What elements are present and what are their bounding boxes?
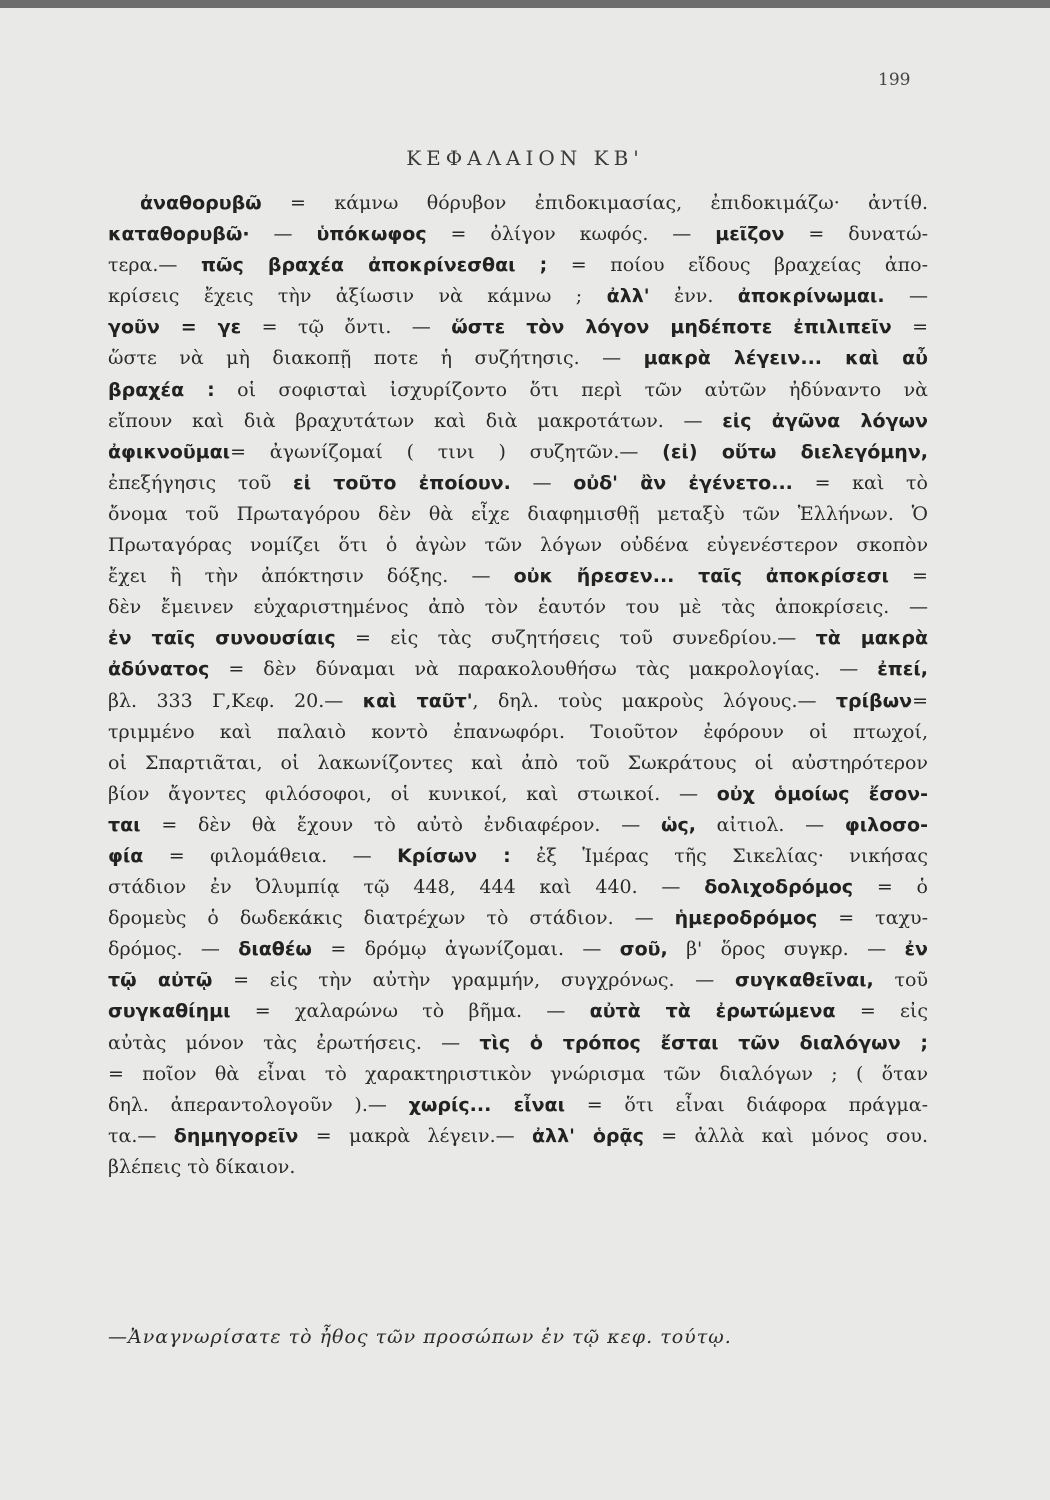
- headword: ἀδύνατος: [108, 658, 210, 681]
- gloss-text: = δὲν δύναμαι νὰ παρακολουθήσω τὰς μακρολογίας. —: [209, 658, 878, 681]
- text-line: [108, 437, 928, 468]
- gloss-text: = φιλομάθεια. —: [143, 844, 398, 867]
- headword: ὥστε τὸν λόγον μηδέποτε ἐπιλιπεῖν: [451, 316, 892, 339]
- headword: τὰ μακρὰ: [815, 627, 928, 650]
- gloss-text: = ταχυ-: [817, 907, 929, 930]
- text-line: [108, 530, 928, 561]
- headword: τῷ αὐτῷ: [108, 969, 213, 992]
- text-line: [108, 779, 928, 810]
- gloss-text: βίον ἄγοντες φιλόσοφοι, οἱ κυνικοί, καὶ στωικοί. —: [108, 782, 717, 805]
- text-line: [108, 499, 928, 530]
- headword: χωρίς... εἶναι: [408, 1093, 565, 1116]
- headword: εἰς ἀγῶνα λόγων: [722, 409, 928, 432]
- gloss-text: τερα.—: [108, 254, 201, 277]
- text-line: [108, 810, 928, 841]
- headword: ὑπόκωφος: [316, 223, 427, 246]
- gloss-text: κρίσεις ἔχεις τὴν ἀξίωσιν νὰ κάμνω ;: [108, 285, 607, 308]
- gloss-text: = χαλαρώνω τὸ βῆμα. —: [230, 1000, 590, 1023]
- headword: δολιχοδρόμος: [704, 876, 854, 899]
- gloss-text: =: [888, 565, 928, 588]
- gloss-text: δὲν ἔμεινεν εὐχαριστημένος ἀπὸ τὸν ἑαυτόν του μὲ τὰς ἀποκρίσεις. —: [108, 596, 928, 619]
- gloss-text: = ὀλίγον κωφός. —: [426, 223, 716, 246]
- gloss-text: ἐνν.: [649, 285, 738, 308]
- gloss-text: = καὶ τὸ: [792, 471, 928, 494]
- text-line: [108, 592, 928, 623]
- headword: φία: [108, 844, 144, 867]
- gloss-text: = τῷ ὄντι. —: [241, 316, 452, 339]
- gloss-text: ἐξ Ἱμέρας τῆς Σικελίας· νικήσας: [510, 844, 929, 867]
- text-line: [108, 375, 928, 406]
- headword: ὡς,: [660, 813, 696, 836]
- headword: ἐπεί,: [877, 658, 928, 681]
- headword: (εἰ) οὕτω διελεγόμην,: [662, 440, 928, 463]
- text-line: [108, 468, 928, 499]
- text-line: [108, 312, 928, 343]
- text-line: [108, 281, 928, 312]
- chapter-title: ΚΕΦΑΛΑΙΟΝ ΚΒ': [406, 146, 644, 170]
- headword: συγκαθίημι: [108, 1000, 231, 1023]
- text-line: [108, 872, 928, 903]
- headword: καταθορυβῶ·: [108, 223, 250, 246]
- headword: ἀφικνοῦμαι: [108, 440, 231, 463]
- gloss-text: = μακρὰ λέγειν.—: [298, 1124, 532, 1147]
- gloss-text: = ὁ: [853, 876, 928, 899]
- gloss-text: δηλ. ἀπεραντολογοῦν ).—: [108, 1093, 409, 1116]
- gloss-text: = ἀλλὰ καὶ μόνος σου.: [643, 1124, 928, 1147]
- gloss-text: = ποίου εἴδους βραχείας ἀπο-: [547, 254, 928, 277]
- gloss-text: = ἀγωνίζομαί ( τινι ) συζητῶν.—: [230, 440, 663, 463]
- gloss-text: τοῦ: [873, 969, 928, 992]
- gloss-text: στάδιον ἐν Ὀλυμπίᾳ τῷ 448, 444 καὶ 440. —: [108, 876, 705, 899]
- text-line: [108, 748, 928, 779]
- headword: φιλοσο-: [844, 813, 928, 836]
- footnote-question: —Ἀναγνωρίσατε τὸ ἦθος τῶν προσώπων ἐν τῷ κεφ. τούτῳ.: [108, 1326, 732, 1348]
- text-line: [108, 1090, 928, 1121]
- headword: μεῖζον: [715, 223, 785, 246]
- headword: ἐν ταῖς συνουσίαις: [108, 627, 336, 650]
- gloss-text: = εἰς: [835, 1000, 928, 1023]
- headword: οὐδ' ἂν ἐγένετο...: [573, 471, 793, 494]
- headword: διαθέω: [238, 938, 312, 961]
- gloss-text: τριμμένο καὶ παλαιὸ κοντὸ ἐπανωφόρι. Τοιοῦτον ἐφόρουν οἱ πτωχοί,: [108, 720, 928, 743]
- text-line: [108, 1152, 928, 1183]
- gloss-text: —: [249, 223, 317, 246]
- gloss-text: δρομεὺς ὁ δωδεκάκις διατρέχων τὸ στάδιον. —: [108, 907, 675, 930]
- gloss-text: = δυνατώ-: [784, 223, 928, 246]
- gloss-text: βλ. 333 Γ,Κεφ. 20.—: [108, 689, 363, 712]
- text-line: [108, 1059, 928, 1090]
- gloss-text: ὄνομα τοῦ Πρωταγόρου δὲν θὰ εἶχε διαφημισθῇ μεταξὺ τῶν Ἑλλήνων. Ὁ: [108, 502, 928, 525]
- gloss-text: β' ὅρος συγκρ. —: [667, 938, 905, 961]
- gloss-text: =: [912, 689, 928, 712]
- gloss-text: Πρωταγόρας νομίζει ὅτι ὁ ἀγὼν τῶν λόγων οὐδένα εὐγενέστερον σκοπὸν: [108, 534, 928, 557]
- text-line: [108, 623, 928, 654]
- text-line: [108, 188, 928, 219]
- headword: μακρὰ λέγειν... καὶ αὖ: [643, 347, 928, 370]
- gloss-text: ὥστε νὰ μὴ διακοπῇ ποτε ἡ συζήτησις. —: [108, 347, 644, 370]
- headword: ἀποκρίνωμαι.: [737, 285, 885, 308]
- text-line: [108, 250, 928, 281]
- headword: ἀλλ': [606, 285, 650, 308]
- text-line: [108, 965, 928, 996]
- gloss-text: βλέπεις τὸ δίκαιον.: [108, 1155, 296, 1178]
- headword: ἡμεροδρόμος: [674, 907, 818, 930]
- headword: δημηγορεῖν: [173, 1124, 299, 1147]
- gloss-text: τα.—: [108, 1124, 174, 1147]
- headword: αὐτὰ τὰ ἐρωτώμενα: [589, 1000, 836, 1023]
- headword: οὐχ ὁμοίως ἔσον-: [716, 782, 929, 805]
- text-line: [108, 717, 928, 748]
- text-line: [108, 406, 928, 437]
- text-line: [108, 654, 928, 685]
- headword: ἀναθορυβῶ: [140, 192, 262, 214]
- text-line: [108, 841, 928, 872]
- gloss-text: δρόμος. —: [108, 938, 239, 961]
- gloss-text: οἱ σοφισταὶ ἰσχυρίζοντο ὅτι περὶ τῶν αὐτῶν ἠδύναντο νὰ: [214, 378, 928, 401]
- headword: ται: [108, 813, 141, 836]
- headword: πῶς βραχέα ἀποκρίνεσθαι ;: [200, 254, 548, 277]
- gloss-text: ἔχει ἢ τὴν ἀπόκτησιν δόξης. —: [108, 565, 514, 588]
- gloss-text: = κάμνω θόρυβον ἐπιδοκιμασίας, ἐπιδοκιμάζω· ἀντίθ.: [261, 192, 928, 214]
- headword: εἰ τοῦτο ἐποίουν.: [293, 471, 511, 494]
- headword: σοῦ,: [619, 938, 668, 961]
- gloss-text: = ὅτι εἶναι διάφορα πράγμα-: [565, 1093, 929, 1116]
- headword: οὐκ ἤρεσεν... ταῖς ἀποκρίσεσι: [513, 565, 889, 588]
- headword: γοῦν = γε: [108, 316, 242, 339]
- headword: συγκαθεῖναι,: [735, 969, 874, 992]
- gloss-text: οἱ Σπαρτιᾶται, οἱ λακωνίζοντες καὶ ἀπὸ τοῦ Σωκράτους οἱ αὐστηρότερον: [108, 751, 928, 774]
- text-line: [108, 1028, 928, 1059]
- scan-top-edge: [0, 0, 1050, 8]
- headword: τὶς ὁ τρόπος ἔσται τῶν διαλόγων ;: [479, 1031, 928, 1054]
- gloss-text: =: [891, 316, 928, 339]
- gloss-text: ἐπεξήγησις τοῦ: [108, 471, 294, 494]
- headword: ἐν: [904, 938, 928, 961]
- gloss-text: = εἰς τὴν αὐτὴν γραμμήν, συγχρόνως. —: [212, 969, 735, 992]
- gloss-text: = δὲν θὰ ἔχουν τὸ αὐτὸ ἐνδιαφέρον. —: [140, 813, 661, 836]
- gloss-text: = δρόμῳ ἀγωνίζομαι. —: [311, 938, 620, 961]
- gloss-text: = ποῖον θὰ εἶναι τὸ χαρακτηριστικὸν γνώρισμα τῶν διαλόγων ; ( ὅταν: [108, 1062, 928, 1085]
- gloss-text: —: [884, 285, 928, 308]
- text-line: [108, 561, 928, 592]
- gloss-text: , δηλ. τοὺς μακροὺς λόγους.—: [472, 689, 836, 712]
- headword: ἀλλ' ὁρᾷς: [532, 1124, 644, 1147]
- text-line: [108, 934, 928, 965]
- gloss-text: —: [510, 471, 574, 494]
- text-line: [108, 1121, 928, 1152]
- headword: καὶ ταῦτ': [362, 689, 473, 712]
- glossary-text: [108, 188, 928, 1183]
- text-line: [108, 903, 928, 934]
- gloss-text: = εἰς τὰς συζητήσεις τοῦ συνεδρίου.—: [335, 627, 816, 650]
- gloss-text: αὐτὰς μόνον τὰς ἐρωτήσεις. —: [108, 1031, 480, 1054]
- gloss-text: αἰτιολ. —: [695, 813, 845, 836]
- text-line: [108, 996, 928, 1027]
- text-line: [108, 686, 928, 717]
- headword: βραχέα :: [108, 378, 215, 401]
- gloss-text: εἴπουν καὶ διὰ βραχυτάτων καὶ διὰ μακροτάτων. —: [108, 409, 723, 432]
- page-number: 199: [878, 70, 911, 90]
- headword: Κρίσων :: [397, 844, 511, 867]
- text-line: [108, 219, 928, 250]
- text-line: [108, 343, 928, 374]
- headword: τρίβων: [835, 689, 913, 712]
